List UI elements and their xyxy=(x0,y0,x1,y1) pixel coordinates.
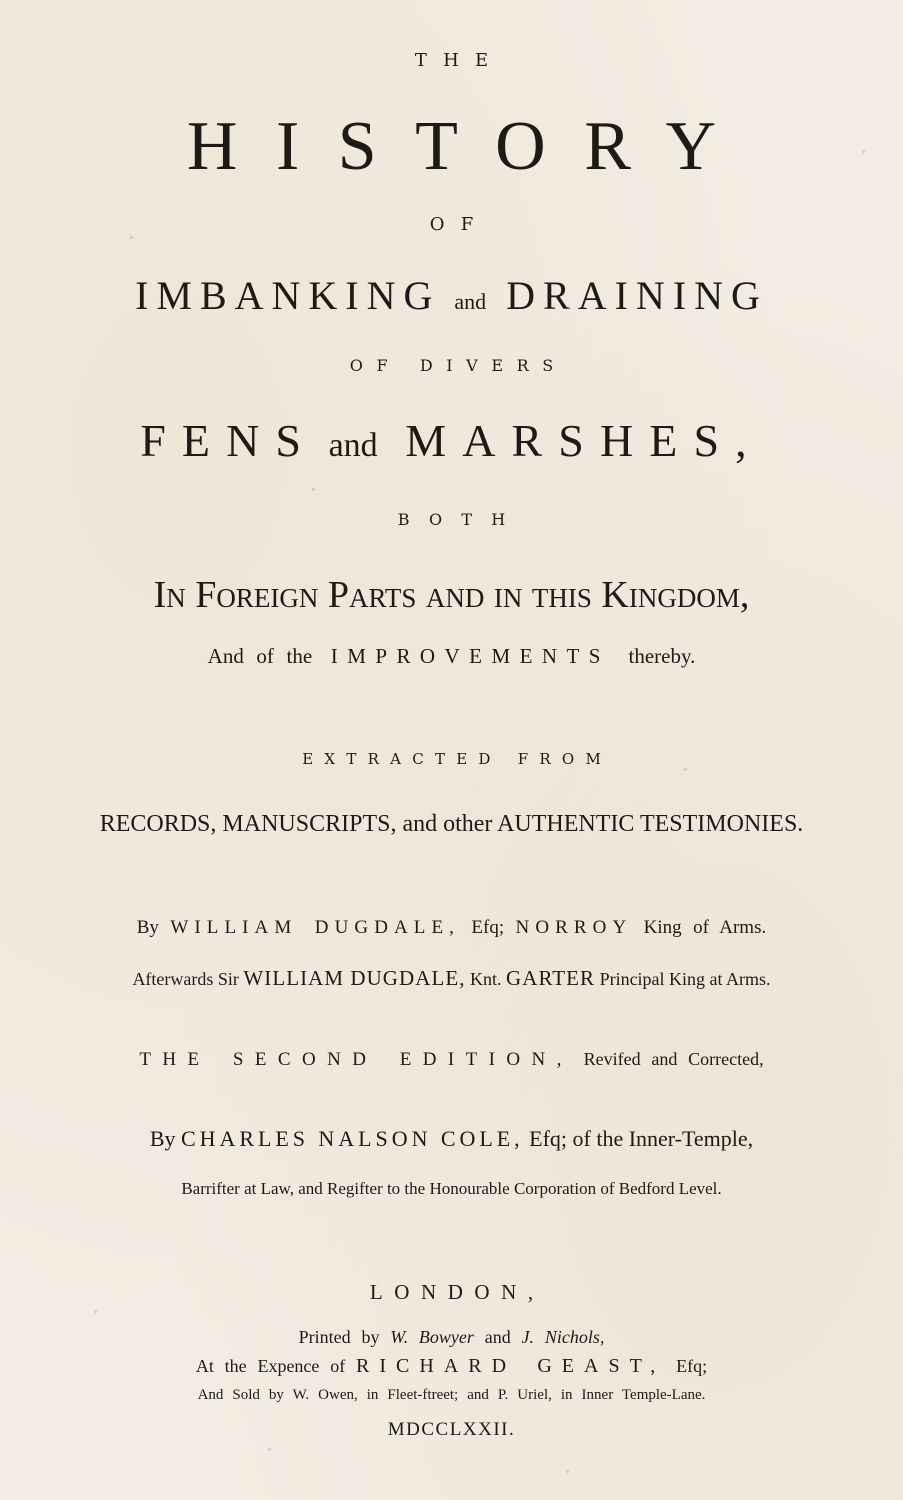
title-of: OF xyxy=(429,214,490,235)
author-1-esq: Efq; xyxy=(471,917,505,938)
title-history: HISTORY xyxy=(186,108,755,185)
editor-post: Efq; of the Inner-Temple, xyxy=(529,1126,754,1151)
edition-caps: THE SECOND EDITION, xyxy=(139,1049,573,1070)
speck xyxy=(312,488,315,491)
printer-2: J. Nichols, xyxy=(521,1327,605,1347)
imprint-london: LONDON, xyxy=(369,1280,545,1304)
title-and-1: and xyxy=(454,289,487,314)
title-foreign-parts: In Foreign Parts and in this Kingdom, xyxy=(153,574,750,616)
author-1-title: King of Arms. xyxy=(643,917,767,938)
imprint-sold-line: And Sold by W. Owen, in Fleet-ftreet; and P. Uriel, in Inner Temple-Lane. xyxy=(197,1387,706,1403)
author-1-name: WILLIAM DUGDALE, xyxy=(170,917,461,938)
improvements-post: thereby. xyxy=(628,644,696,668)
imprint-year: MDCCLXXII. xyxy=(387,1419,516,1440)
editor-by: By xyxy=(149,1126,176,1151)
speck xyxy=(268,1448,271,1451)
author-line-2 xyxy=(0,968,903,989)
expence-pre: At the Expence of xyxy=(195,1356,346,1376)
title-fens: FENS xyxy=(140,415,318,466)
author-2-knt: Knt. xyxy=(470,969,502,989)
records-line: RECORDS, MANUSCRIPTS, and other AUTHENTIC TESTIMONIES. xyxy=(99,811,804,837)
speck xyxy=(862,150,865,153)
expence-esq: Efq; xyxy=(676,1356,708,1376)
imprint-expence-line xyxy=(0,1356,903,1376)
title-improvements-line xyxy=(0,646,903,667)
title-imbanking: IMBANKING xyxy=(135,273,441,318)
expence-name: RICHARD GEAST, xyxy=(356,1355,666,1377)
title-the: THE xyxy=(414,50,505,71)
title-both: BOTH xyxy=(397,510,525,529)
speck xyxy=(130,236,133,239)
editor-line xyxy=(0,1128,903,1150)
printed-by: Printed by xyxy=(298,1327,380,1347)
extracted-from: EXTRACTED FROM xyxy=(302,750,613,768)
author-1-by: By xyxy=(136,917,159,938)
title-fens-line xyxy=(0,415,903,466)
author-2-name: WILLIAM DUGDALE, xyxy=(243,966,466,990)
author-2-title: Principal King at Arms. xyxy=(599,969,771,989)
speck xyxy=(684,768,687,771)
improvements-word: IMPROVEMENTS xyxy=(330,644,610,668)
title-and-2: and xyxy=(328,427,378,464)
author-line-1 xyxy=(0,918,903,937)
title-draining: DRAINING xyxy=(506,273,768,318)
edition-line xyxy=(0,1050,903,1069)
author-2-pre: Afterwards Sir xyxy=(132,969,239,989)
title-of-divers: OF DIVERS xyxy=(349,356,567,375)
author-1-office: NORROY xyxy=(515,917,633,938)
printed-and: and xyxy=(484,1327,511,1347)
speck xyxy=(566,1470,569,1473)
author-2-office: GARTER xyxy=(506,966,596,990)
barrister-line: Barrifter at Law, and Regifter to the Honourable Corporation of Bedford Level. xyxy=(181,1179,722,1198)
improvements-pre: And of the xyxy=(207,644,313,668)
edition-revised: Revifed and Corrected, xyxy=(583,1049,764,1069)
printer-1: W. Bowyer xyxy=(390,1327,474,1347)
title-marshes: MARSHES, xyxy=(405,415,763,466)
imprint-printed-line xyxy=(0,1328,903,1346)
editor-name: CHARLES NALSON COLE, xyxy=(181,1126,524,1151)
speck xyxy=(94,1310,97,1313)
title-imbanking-line xyxy=(0,273,903,318)
